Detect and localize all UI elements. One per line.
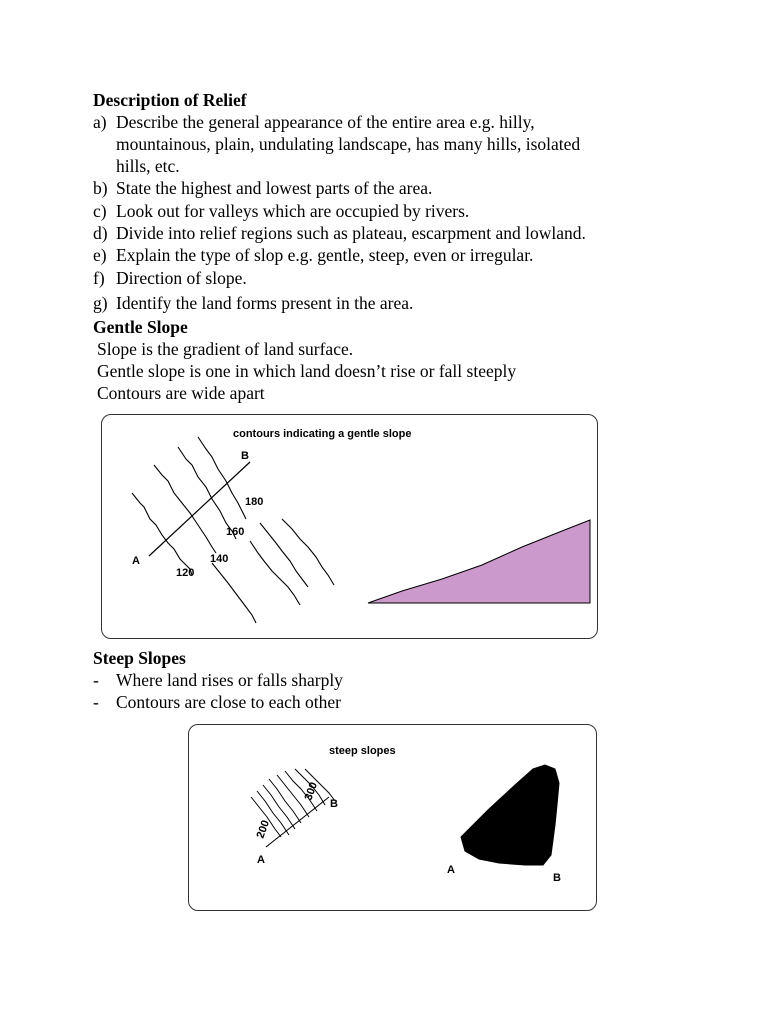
gentle-slope-line: Contours are wide apart (97, 383, 265, 403)
bullet-dash: - (93, 692, 99, 712)
item-text: Divide into relief regions such as plateau, escarpment and lowland. (116, 223, 586, 243)
section-line-ab (266, 797, 329, 847)
relief-item-a-line2: mountainous, plain, undulating landscape, has many hills, isolated (116, 134, 581, 154)
relief-item-g (93, 292, 413, 314)
steep-bullet (93, 669, 343, 691)
gentle-slope-line: Slope is the gradient of land surface. (97, 339, 354, 359)
contour-value-120: 120 (176, 567, 195, 579)
relief-item-c (93, 200, 469, 222)
gentle-slope-profile (368, 520, 590, 603)
profile-a-label: A (447, 864, 455, 876)
relief-item-f (93, 267, 247, 289)
profile-b-label: B (553, 872, 561, 884)
relief-item-e (93, 244, 533, 266)
relief-item-b (93, 177, 432, 199)
gentle-diagram-title: contours indicating a gentle slope (233, 428, 412, 440)
item-label: e) (93, 245, 107, 265)
relief-item-d (93, 222, 586, 244)
contour-line (198, 437, 246, 519)
gentle-slope-heading: Gentle Slope (93, 317, 188, 337)
section-line-ab (149, 462, 250, 556)
relief-item-a-line3: hills, etc. (116, 156, 180, 176)
contour-value-180: 180 (245, 496, 264, 508)
point-b-label: B (241, 450, 249, 462)
item-label: f) (93, 268, 105, 288)
point-a-label: A (257, 854, 265, 866)
item-text: Explain the type of slop e.g. gentle, steep, even or irregular. (116, 245, 534, 265)
relief-item-a (93, 111, 535, 133)
steep-slope-diagram (188, 724, 597, 911)
steep-slopes-heading: Steep Slopes (93, 648, 186, 668)
contour-value-160: 160 (226, 526, 245, 538)
contour-line (260, 523, 308, 587)
point-b-label: B (330, 798, 338, 810)
bullet-text: Where land rises or falls sharply (116, 670, 343, 690)
gentle-slope-line: Gentle slope is one in which land doesn’t rise or fall steeply (97, 361, 517, 381)
contour-line (132, 493, 192, 575)
item-text: State the highest and lowest parts of the area. (116, 178, 433, 198)
steep-diagram-title: steep slopes (329, 745, 396, 757)
gentle-slope-diagram (101, 414, 598, 639)
item-text: Identify the land forms present in the area. (116, 293, 414, 313)
steep-bullet (93, 691, 341, 713)
item-label: g) (93, 293, 108, 313)
relief-heading: Description of Relief (93, 90, 247, 110)
contour-value-300: 300 (302, 780, 321, 803)
item-text: Look out for valleys which are occupied by rivers. (116, 201, 470, 221)
item-text: Direction of slope. (116, 268, 247, 288)
contour-value-140: 140 (210, 553, 229, 565)
contour-value-200: 200 (254, 818, 273, 841)
contour-line (250, 541, 300, 605)
bullet-text: Contours are close to each other (116, 692, 341, 712)
point-a-label: A (132, 555, 140, 567)
item-label: d) (93, 223, 108, 243)
bullet-dash: - (93, 670, 99, 690)
item-label: a) (93, 112, 107, 132)
contour-line (154, 465, 216, 553)
contour-line (282, 519, 334, 585)
item-label: c) (93, 201, 107, 221)
item-label: b) (93, 178, 108, 198)
item-text: Describe the general appearance of the entire area e.g. hilly, (116, 112, 535, 132)
steep-slope-profile (461, 765, 559, 865)
contour-line (212, 563, 256, 623)
